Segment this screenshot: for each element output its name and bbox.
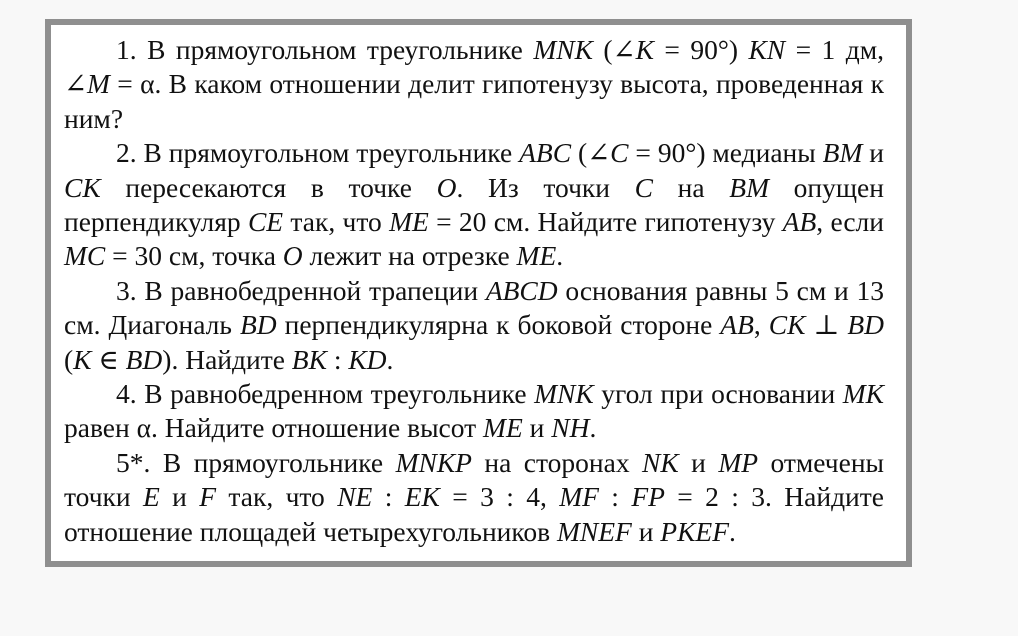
problem-text: , если xyxy=(816,206,884,238)
math-variable: NH xyxy=(551,412,590,444)
math-variable: O xyxy=(436,171,457,203)
math-variable: MNEF xyxy=(556,515,632,547)
problem-text: : xyxy=(326,343,349,375)
problem-3 xyxy=(64,274,884,377)
math-variable: EK xyxy=(404,481,440,513)
math-variable: MK xyxy=(842,378,884,410)
problem-text: на xyxy=(653,171,730,203)
math-variable: MF xyxy=(559,481,599,513)
math-variable: PKEF xyxy=(660,515,730,547)
math-variable: ABC xyxy=(519,137,572,169)
problem-text: = 30 см, точка xyxy=(105,240,283,272)
math-variable: O xyxy=(282,240,303,272)
problem-text: и xyxy=(159,481,200,513)
problem-4 xyxy=(64,377,884,446)
problem-text: = 90°) xyxy=(653,34,749,65)
math-variable: ME xyxy=(389,206,429,238)
problem-text: и xyxy=(522,412,552,444)
problem-2 xyxy=(64,136,884,274)
math-variable: BK xyxy=(291,343,327,375)
math-variable: FP xyxy=(631,481,665,513)
problem-text: ). Найдите xyxy=(162,343,292,375)
problem-text: основания равны 5 см и 13 см. Диагональ xyxy=(64,274,885,341)
math-variable: BD xyxy=(125,343,163,375)
problem-text: отмечены точки xyxy=(64,446,885,513)
math-variable: K xyxy=(635,34,654,65)
math-variable: KN xyxy=(748,34,786,65)
problem-text: : xyxy=(372,481,405,513)
math-variable: BM xyxy=(822,137,863,169)
problem-text: : xyxy=(598,481,632,513)
problem-text: опущен перпендикуляр xyxy=(64,171,884,238)
problem-text: В прямоугольнике xyxy=(162,446,396,478)
problem-text: . xyxy=(556,240,564,272)
math-variable: CE xyxy=(247,206,284,238)
problem-text: на сторонах xyxy=(471,446,643,478)
problem-text: так, что xyxy=(216,481,338,513)
problem-number: 4. xyxy=(116,378,137,410)
problem-text: В равнобедренной трапеции xyxy=(144,274,486,306)
math-variable: MNKP xyxy=(395,446,472,478)
problem-text: ∈ xyxy=(91,343,126,375)
problem-text: = 20 см. Найдите гипотенузу xyxy=(428,206,783,238)
problem-text: = 2 : 3. Найдите отношение площадей четырехугольников xyxy=(64,481,884,547)
math-variable: CK xyxy=(64,171,101,203)
math-variable: MC xyxy=(64,240,106,272)
problem-text: . xyxy=(386,343,394,375)
math-variable: AB xyxy=(782,206,817,238)
math-variable: C xyxy=(610,137,629,169)
math-variable: BD xyxy=(847,309,884,341)
math-variable: CK xyxy=(768,309,806,341)
problem-text: (∠ xyxy=(592,34,636,65)
problem-text: = α. В каком отношении делит гипотенузу высота, проведенная к ним? xyxy=(64,68,884,134)
math-variable: C xyxy=(634,171,654,203)
math-variable: F xyxy=(199,481,217,513)
problem-text: пересекаются в точке xyxy=(100,171,437,203)
problem-text: ( xyxy=(64,343,74,375)
problem-number: 3. xyxy=(116,274,137,306)
problem-text: так, что xyxy=(283,206,390,238)
problem-text: В прямоугольном треугольнике xyxy=(147,34,534,65)
problem-text: , xyxy=(753,309,769,341)
problem-text: = 90°) медианы xyxy=(628,137,823,169)
problem-text: угол при основании xyxy=(593,378,843,410)
math-variable: ABCD xyxy=(485,274,558,306)
problem-text: перпендикулярна к боковой стороне xyxy=(276,309,721,341)
problem-text: В прямоугольном треугольнике xyxy=(143,137,520,169)
problem-text: равен α. Найдите отношение высот xyxy=(64,412,484,444)
math-variable: NK xyxy=(642,446,679,478)
math-variable: K xyxy=(73,343,92,375)
math-variable: ME xyxy=(483,412,523,444)
problem-text: . Из точки xyxy=(456,171,635,203)
problem-number: 1. xyxy=(116,34,137,65)
math-variable: AB xyxy=(720,309,754,341)
problem-text: . xyxy=(589,412,597,444)
math-variable: BD xyxy=(239,309,277,341)
problem-list xyxy=(64,33,884,549)
math-variable: M xyxy=(87,68,110,100)
problem-5 xyxy=(64,446,884,549)
math-variable: NE xyxy=(337,481,373,513)
math-variable: KD xyxy=(348,343,387,375)
problem-text: и xyxy=(862,137,884,169)
problem-text: = 1 дм, ∠ xyxy=(64,34,885,100)
math-variable: ME xyxy=(516,240,557,272)
problem-text: (∠ xyxy=(571,137,611,169)
problem-text: = 3 : 4, xyxy=(439,481,560,513)
problem-text: В равнобедренном треугольнике xyxy=(144,378,535,410)
math-variable: MNK xyxy=(533,34,593,65)
problem-number: 5*. xyxy=(116,446,151,478)
problem-number: 2. xyxy=(116,137,137,169)
problem-text: лежит на отрезке xyxy=(302,240,517,272)
math-variable: E xyxy=(142,481,160,513)
problem-text: и xyxy=(631,515,661,547)
problem-text: и xyxy=(678,446,719,478)
math-variable: MNK xyxy=(534,378,594,410)
problem-text: ⊥ xyxy=(805,309,848,341)
problem-text: . xyxy=(729,515,736,547)
math-variable: MP xyxy=(718,446,759,478)
math-variable: BM xyxy=(729,171,769,203)
problem-1 xyxy=(64,33,884,136)
